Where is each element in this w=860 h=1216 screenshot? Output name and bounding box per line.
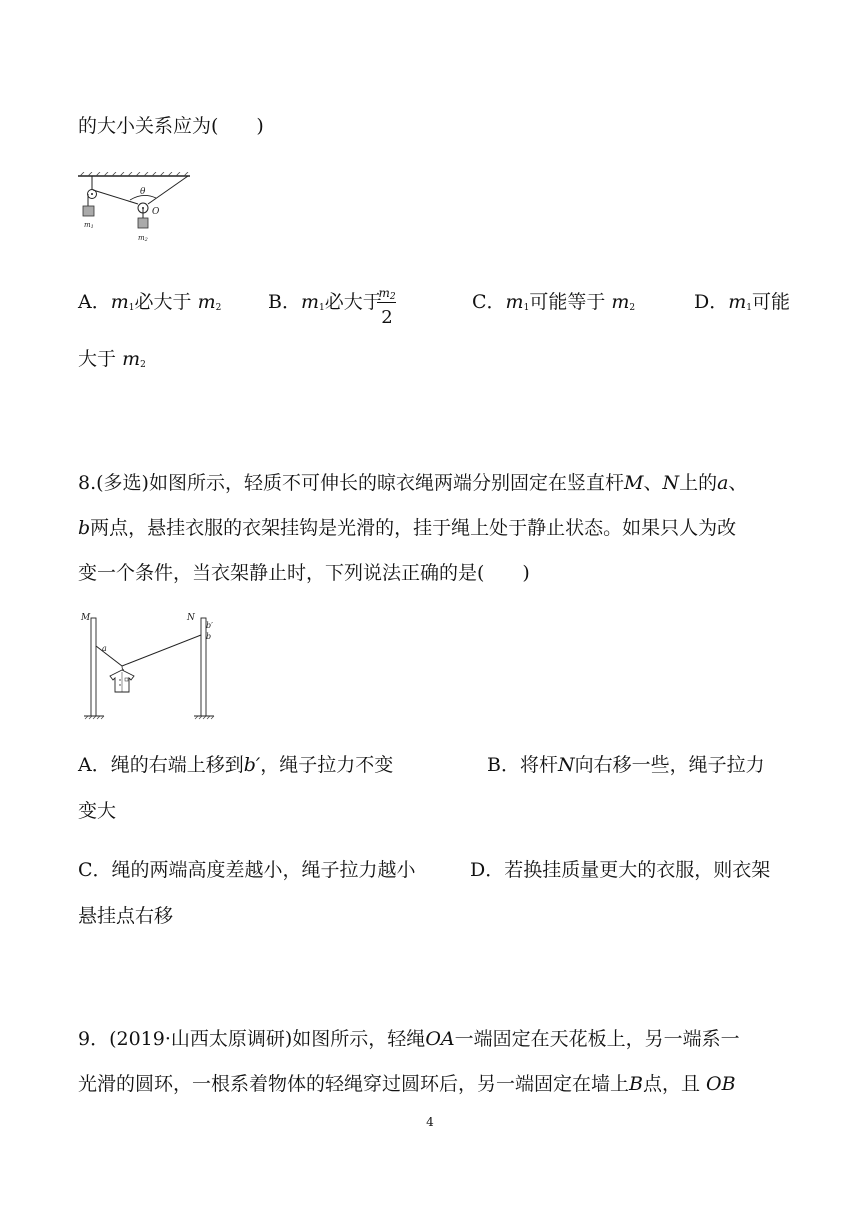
- point-b-label: b: [206, 632, 212, 641]
- q8-option-b-continued: 变大: [78, 800, 117, 822]
- q9-stem-line-2: 光滑的圆环，一根系着物体的轻绳穿过圆环后，另一端固定在墙上B点，且 OB: [78, 1073, 736, 1095]
- point-o-label: O: [152, 207, 160, 217]
- page-number: 4: [426, 1115, 434, 1129]
- mass1-label: m1: [84, 221, 94, 230]
- q7-option-b: B．$m_1$必大于: [268, 291, 382, 313]
- q7-option-d: D．$m_1$可能: [694, 291, 791, 313]
- q8-stem-line-3: 变一个条件，当衣架静止时，下列说法正确的是( ): [78, 562, 530, 584]
- pole-n-label: N: [187, 613, 195, 623]
- q7-pulley-figure: [78, 172, 194, 246]
- q8-option-d-continued: 悬挂点右移: [78, 905, 174, 927]
- q9-stem-line-1: 9．(2019·山西太原调研)如图所示，轻绳OA一端固定在天花板上，另一端系一: [78, 1028, 740, 1050]
- q7-option-a: A．$m_1$必大于 $m_2$: [78, 291, 222, 313]
- q7-option-b-fraction-numerator: $m_2$: [378, 286, 396, 302]
- q8-option-d: D．若换挂质量更大的衣服，则衣架: [470, 859, 771, 881]
- q8-stem-line-1: 8.(多选)如图所示，轻质不可伸长的晾衣绳两端分别固定在竖直杆M、N上的a、: [78, 472, 748, 494]
- pole-m-label: M: [81, 613, 91, 623]
- q7-option-d-continued: 大于 $m_2$: [78, 348, 146, 370]
- point-b-prime-label: b′: [206, 621, 213, 630]
- q7-option-b-fraction-denominator: 2: [381, 307, 393, 328]
- q7-option-b-fraction-bar: [377, 302, 396, 303]
- q8-clothesline-figure: [78, 608, 224, 720]
- q8-stem-line-2: b两点，悬挂衣服的衣架挂钩是光滑的，挂于绳上处于静止状态。如果只人为改: [78, 517, 737, 539]
- q8-option-b: B．将杆N向右移一些，绳子拉力: [487, 754, 765, 776]
- point-a-label: a: [102, 644, 107, 653]
- mass2-label: m2: [138, 234, 148, 243]
- q7-stem-end: 的大小关系应为( ): [78, 115, 264, 137]
- q7-option-c: C．$m_1$可能等于 $m_2$: [472, 291, 636, 313]
- q8-option-c: C．绳的两端高度差越小，绳子拉力越小: [78, 859, 416, 881]
- q8-option-a: A．绳的右端上移到b′，绳子拉力不变: [78, 754, 394, 776]
- theta-label: θ: [140, 187, 146, 197]
